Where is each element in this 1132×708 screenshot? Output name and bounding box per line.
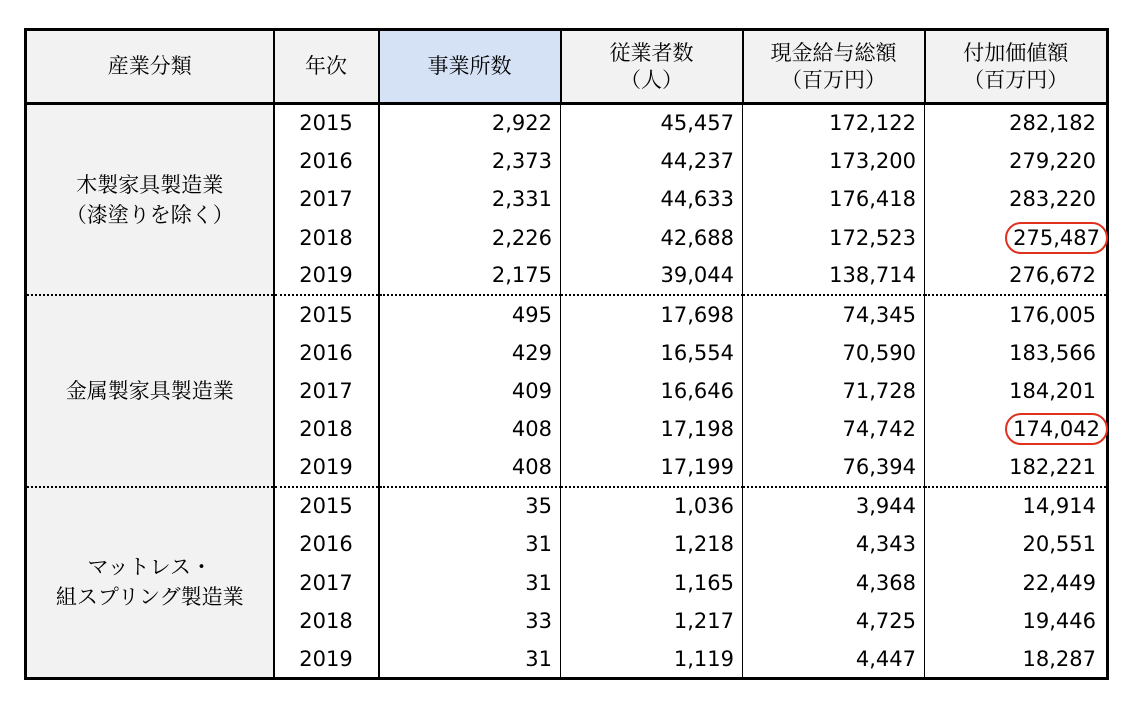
establishments-cell: 33 [379, 602, 561, 640]
header-category: 産業分類 [26, 30, 274, 104]
year-cell: 2016 [274, 333, 379, 371]
establishments-cell: 31 [379, 525, 561, 563]
table-row [26, 104, 1108, 142]
value-added-cell [925, 410, 1108, 448]
header-employees: 従業者数 （人） [561, 30, 743, 104]
establishments-cell: 31 [379, 640, 561, 678]
category-label: 木製家具製造業 [76, 172, 224, 197]
establishments-cell: 495 [379, 295, 561, 333]
value: 19,446 [1022, 608, 1096, 633]
wages-cell: 74,742 [743, 410, 925, 448]
establishments-cell: 2,373 [379, 142, 561, 180]
value: 20,551 [1022, 532, 1096, 557]
year-cell: 2016 [274, 142, 379, 180]
wages-cell: 4,368 [743, 563, 925, 601]
value-added-cell [925, 180, 1108, 218]
value: 18,287 [1022, 646, 1096, 671]
employees-cell: 17,198 [561, 410, 743, 448]
category-cell [26, 487, 274, 679]
value-added-cell [925, 448, 1108, 486]
wages-cell: 76,394 [743, 448, 925, 486]
value: 14,914 [1022, 494, 1096, 519]
year-cell: 2015 [274, 104, 379, 142]
year-cell: 2017 [274, 563, 379, 601]
employees-cell: 1,036 [561, 487, 743, 525]
wages-cell: 138,714 [743, 257, 925, 295]
value-added-cell [925, 487, 1108, 525]
category-cell [26, 104, 274, 296]
value-added-cell [925, 525, 1108, 563]
category-label: マットレス・ [87, 555, 213, 580]
employees-cell: 17,698 [561, 295, 743, 333]
establishments-cell: 2,226 [379, 218, 561, 256]
year-cell: 2018 [274, 410, 379, 448]
year-cell: 2019 [274, 257, 379, 295]
wages-cell: 172,523 [743, 218, 925, 256]
category-cell [26, 295, 274, 487]
employees-cell: 1,217 [561, 602, 743, 640]
wages-cell: 70,590 [743, 333, 925, 371]
category-label-sub: （漆塗りを除く） [65, 202, 234, 227]
wages-cell: 172,122 [743, 104, 925, 142]
employees-cell: 16,646 [561, 372, 743, 410]
value: 182,221 [1009, 455, 1096, 480]
value-added-cell [925, 257, 1108, 295]
year-cell: 2017 [274, 180, 379, 218]
employees-cell: 17,199 [561, 448, 743, 486]
header-value-added: 付加価値額 （百万円） [925, 30, 1108, 104]
value-added-cell [925, 142, 1108, 180]
wages-cell: 173,200 [743, 142, 925, 180]
value: 276,672 [1009, 263, 1096, 288]
category-label-sub: 組スプリング製造業 [55, 585, 244, 610]
header-row [26, 30, 1108, 104]
value: 176,005 [1009, 302, 1096, 327]
group-metal-furniture [26, 295, 1108, 487]
highlighted-value: 174,042 [1005, 413, 1108, 445]
wages-cell: 71,728 [743, 372, 925, 410]
wages-cell: 74,345 [743, 295, 925, 333]
value: 183,566 [1009, 340, 1096, 365]
value: 279,220 [1009, 148, 1096, 173]
header-establishments: 事業所数 [379, 30, 561, 104]
year-cell: 2018 [274, 218, 379, 256]
year-cell: 2018 [274, 602, 379, 640]
highlighted-value: 275,487 [1005, 222, 1108, 254]
employees-cell: 16,554 [561, 333, 743, 371]
establishments-cell: 2,922 [379, 104, 561, 142]
value-added-cell [925, 602, 1108, 640]
wages-cell: 4,725 [743, 602, 925, 640]
year-cell: 2015 [274, 487, 379, 525]
establishments-cell: 35 [379, 487, 561, 525]
year-cell: 2017 [274, 372, 379, 410]
value: 22,449 [1022, 570, 1096, 595]
header-wages: 現金給与総額 （百万円） [743, 30, 925, 104]
wages-cell: 3,944 [743, 487, 925, 525]
statistics-table [24, 28, 1109, 680]
employees-cell: 1,119 [561, 640, 743, 678]
year-cell: 2016 [274, 525, 379, 563]
value-added-cell [925, 563, 1108, 601]
employees-cell: 1,218 [561, 525, 743, 563]
value-added-cell [925, 333, 1108, 371]
wages-cell: 4,343 [743, 525, 925, 563]
value-added-cell [925, 218, 1108, 256]
employees-cell: 44,237 [561, 142, 743, 180]
employees-cell: 45,457 [561, 104, 743, 142]
establishments-cell: 408 [379, 448, 561, 486]
employees-cell: 44,633 [561, 180, 743, 218]
category-label: 金属製家具製造業 [65, 378, 234, 403]
table-row [26, 295, 1108, 333]
group-wooden-furniture [26, 104, 1108, 296]
value-added-cell [925, 372, 1108, 410]
establishments-cell: 31 [379, 563, 561, 601]
year-cell: 2019 [274, 448, 379, 486]
value: 184,201 [1009, 378, 1096, 403]
establishments-cell: 408 [379, 410, 561, 448]
establishments-cell: 409 [379, 372, 561, 410]
establishments-cell: 2,175 [379, 257, 561, 295]
value-added-cell [925, 295, 1108, 333]
table-row [26, 487, 1108, 525]
wages-cell: 176,418 [743, 180, 925, 218]
employees-cell: 42,688 [561, 218, 743, 256]
value-added-cell [925, 104, 1108, 142]
value-added-cell [925, 640, 1108, 678]
value: 283,220 [1009, 187, 1096, 212]
wages-cell: 4,447 [743, 640, 925, 678]
establishments-cell: 2,331 [379, 180, 561, 218]
employees-cell: 39,044 [561, 257, 743, 295]
year-cell: 2015 [274, 295, 379, 333]
header-year: 年次 [274, 30, 379, 104]
group-mattress [26, 487, 1108, 679]
year-cell: 2019 [274, 640, 379, 678]
establishments-cell: 429 [379, 333, 561, 371]
employees-cell: 1,165 [561, 563, 743, 601]
value: 282,182 [1009, 111, 1096, 136]
